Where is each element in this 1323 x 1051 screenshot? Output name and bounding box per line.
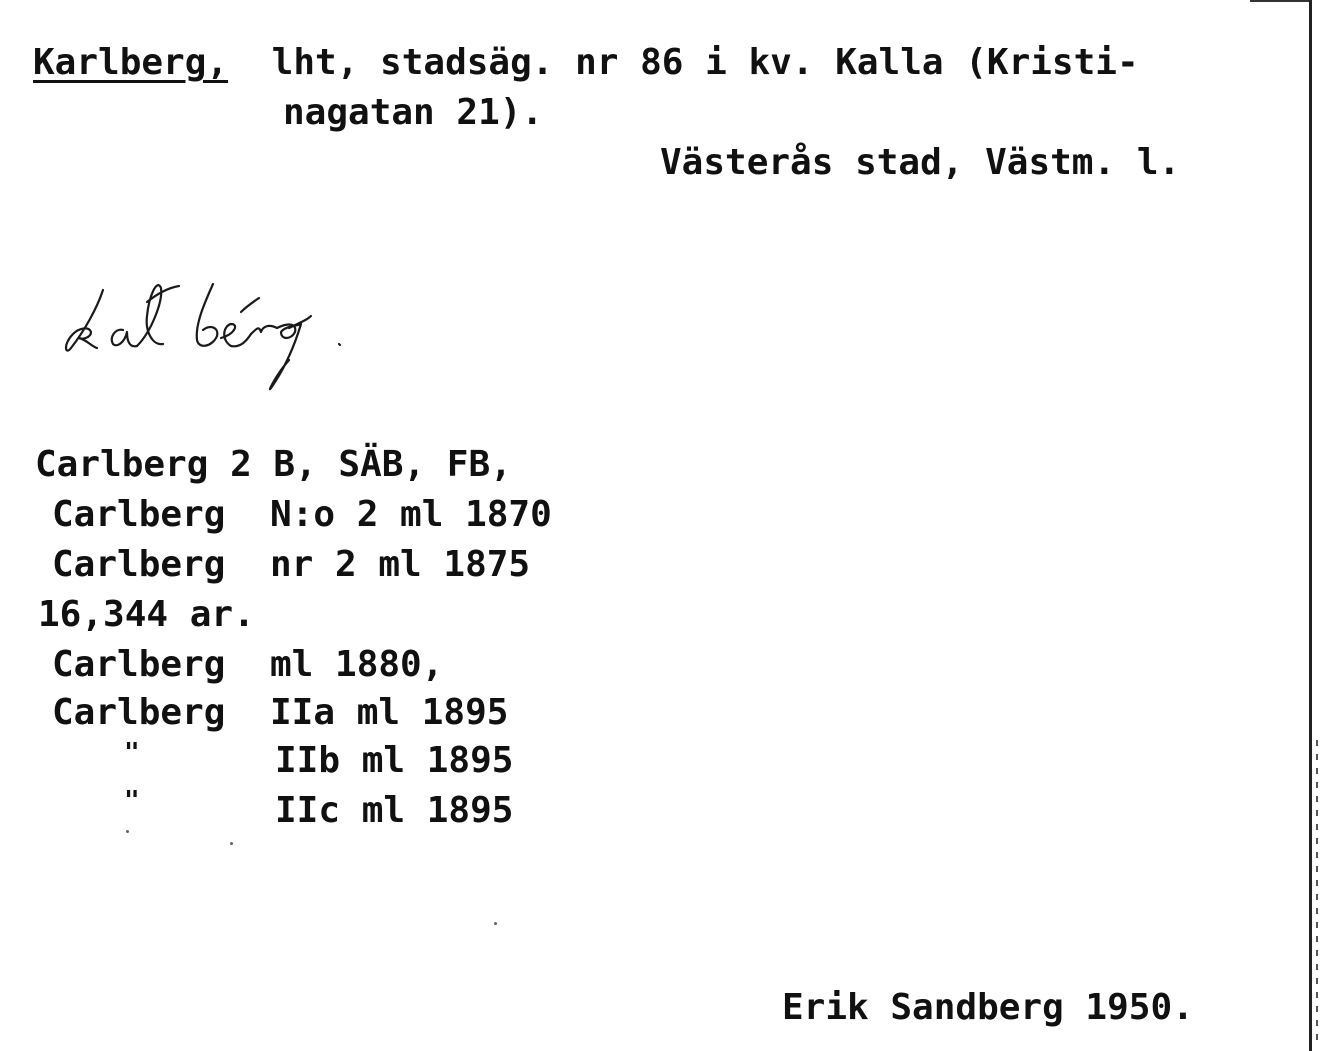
card-dashed-edge xyxy=(1316,740,1318,1040)
entry-5-right: ml 1880, xyxy=(270,644,444,685)
ditto-mark-1: " xyxy=(124,738,140,768)
entry-3-left: Carlberg xyxy=(52,544,226,585)
paper-speck xyxy=(230,842,233,845)
entry-8-right: IIc ml 1895 xyxy=(275,790,514,831)
card-right-edge xyxy=(1309,0,1312,1051)
entry-1-left: Carlberg 2 B, SÄB, FB, xyxy=(35,444,512,485)
header-line-2: nagatan 21). xyxy=(283,92,544,133)
entry-3-right: nr 2 ml 1875 xyxy=(270,544,531,585)
location-line: Västerås stad, Västm. l. xyxy=(660,142,1181,183)
handwritten-signature xyxy=(45,268,525,398)
ditto-mark-2: " xyxy=(124,786,140,816)
paper-speck xyxy=(126,830,129,833)
entry-5-left: Carlberg xyxy=(52,644,226,685)
card-top-edge xyxy=(1250,0,1310,2)
entry-2-left: Carlberg xyxy=(52,494,226,535)
entry-6-left: Carlberg xyxy=(52,692,226,733)
place-name: Karlberg, xyxy=(33,42,229,83)
entry-6-right: IIa ml 1895 xyxy=(270,692,509,733)
entry-4-left: 16,344 ar. xyxy=(38,594,255,635)
author-signature: Erik Sandberg 1950. xyxy=(782,987,1194,1028)
entry-2-right: N:o 2 ml 1870 xyxy=(270,494,552,535)
paper-speck xyxy=(494,922,497,925)
entry-7-right: IIb ml 1895 xyxy=(275,740,514,781)
header-line-1: lht, stadsäg. nr 86 i kv. Kalla (Kristi- xyxy=(250,42,1139,83)
